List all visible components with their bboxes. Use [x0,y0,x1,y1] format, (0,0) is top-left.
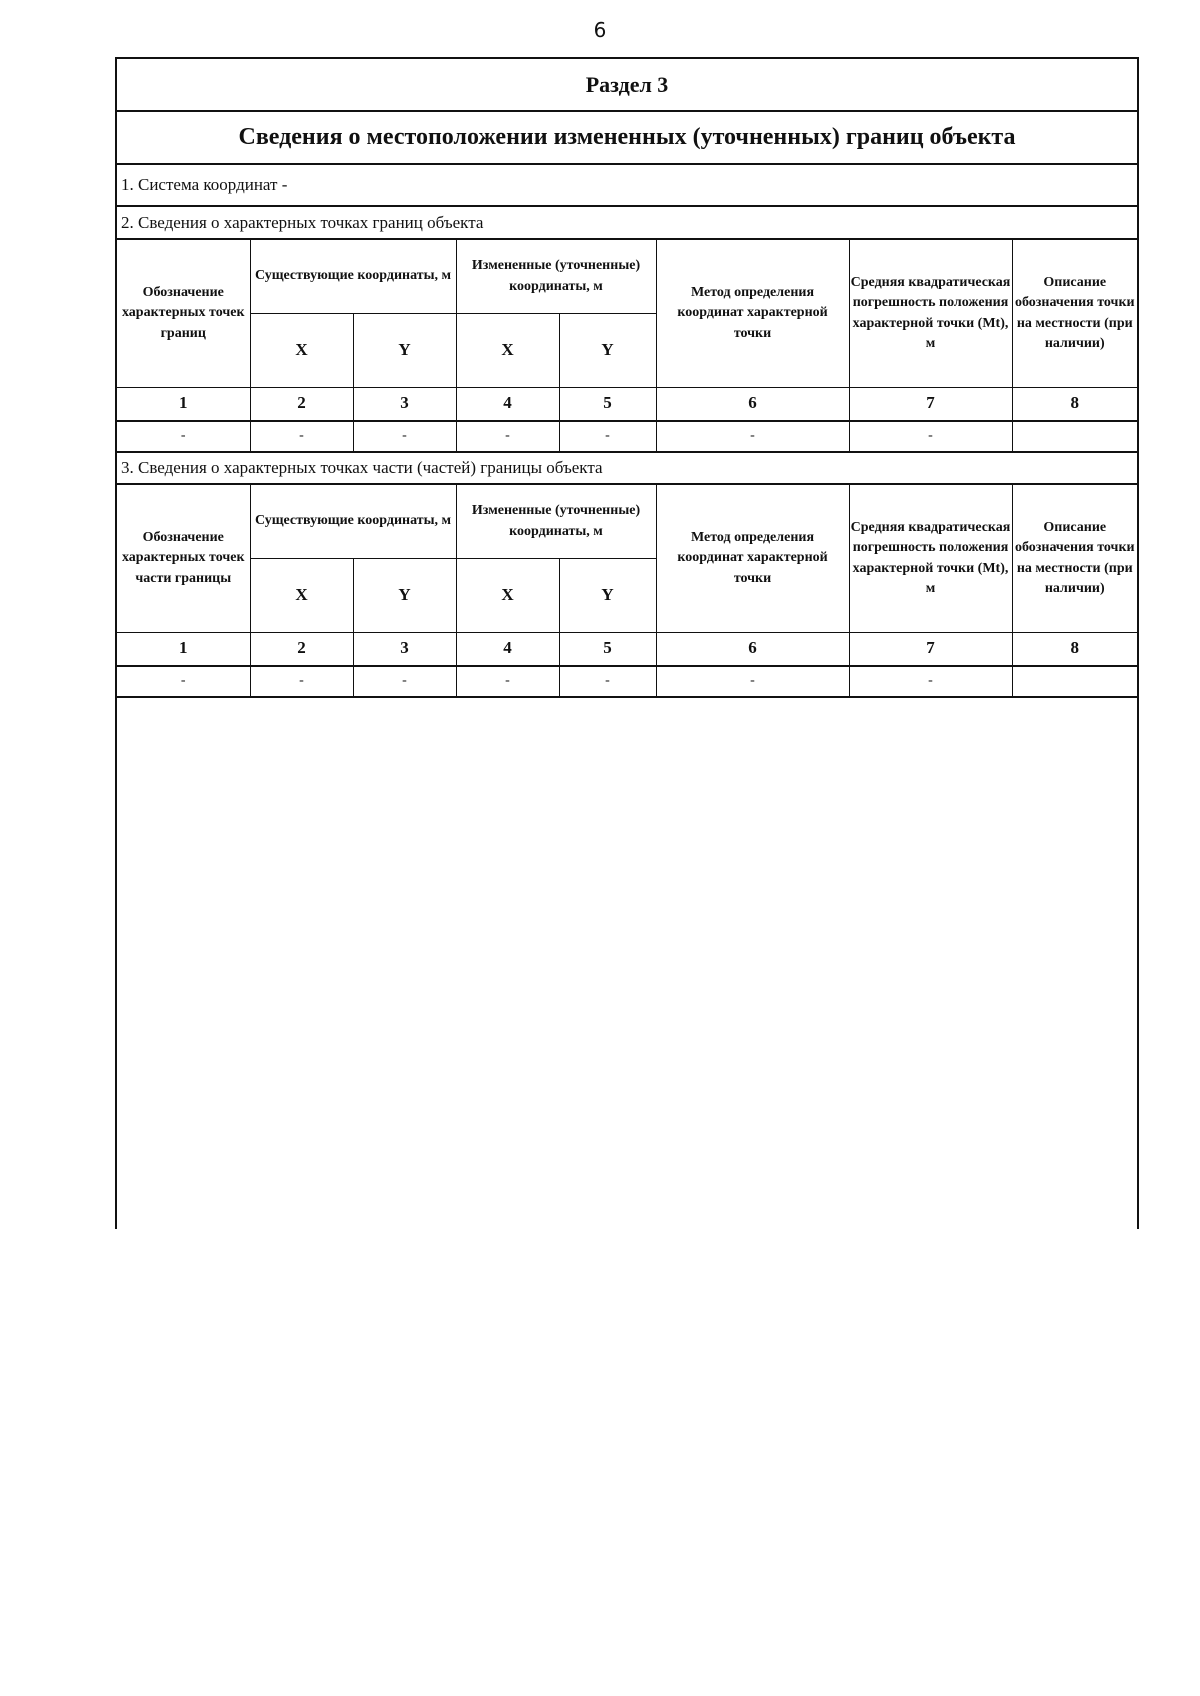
column-number: 8 [1012,388,1137,421]
table-cell: - [117,421,250,452]
header-existing-coordinates: Существующие координаты, м [250,485,456,559]
table-cell: - [656,421,849,452]
table-cell: - [250,421,353,452]
column-number: 5 [559,388,656,421]
column-number: 5 [559,633,656,666]
column-number: 2 [250,388,353,421]
header-changed-y: Y [559,314,656,388]
header-existing-x: X [250,314,353,388]
column-number: 6 [656,388,849,421]
column-number: 7 [849,633,1012,666]
part-points-caption: 3. Сведения о характерных точках части (частей) границы объекта [117,452,1137,484]
column-number: 4 [456,388,559,421]
table-cell: - [250,666,353,697]
page-number: 6 [593,18,607,42]
coordinate-system-line: 1. Система координат - [117,165,1137,207]
header-method: Метод определения координат характерной точки [656,485,849,633]
header-changed-y: Y [559,559,656,633]
table-cell: - [353,666,456,697]
table-cell [1012,421,1137,452]
table-cell: - [559,666,656,697]
column-number: 6 [656,633,849,666]
header-error: Средняя квадратическая погрешность положения характерной точки (Mt), м [849,485,1012,633]
header-description: Описание обозначения точки на местности (при наличии) [1012,240,1137,388]
column-number: 8 [1012,633,1137,666]
boundary-points-caption: 2. Сведения о характерных точках границ объекта [117,207,1137,239]
header-method: Метод определения координат характерной точки [656,240,849,388]
header-designation: Обозначение характерных точек границ [117,240,250,388]
table-cell: - [849,421,1012,452]
header-designation: Обозначение характерных точек части границы [117,485,250,633]
column-number: 1 [117,388,250,421]
object-title: Сведения о местоположении измененных (уточненных) границ объекта [117,112,1137,165]
table-cell: - [656,666,849,697]
header-changed-x: X [456,559,559,633]
section-frame [115,57,1139,1229]
header-changed-coordinates: Измененные (уточненные) координаты, м [456,240,656,314]
part-points-table [117,484,1137,698]
table-cell: - [559,421,656,452]
boundary-points-table [117,239,1137,453]
header-description: Описание обозначения точки на местности (при наличии) [1012,485,1137,633]
table-cell [1012,666,1137,697]
column-number: 3 [353,388,456,421]
header-existing-y: Y [353,314,456,388]
header-existing-coordinates: Существующие координаты, м [250,240,456,314]
header-error: Средняя квадратическая погрешность положения характерной точки (Mt), м [849,240,1012,388]
header-changed-coordinates: Измененные (уточненные) координаты, м [456,485,656,559]
header-existing-x: X [250,559,353,633]
column-number: 3 [353,633,456,666]
table-cell: - [117,666,250,697]
section-title: Раздел 3 [117,59,1137,112]
column-number: 2 [250,633,353,666]
table-cell: - [456,421,559,452]
header-existing-y: Y [353,559,456,633]
header-changed-x: X [456,314,559,388]
table-cell: - [849,666,1012,697]
table-cell: - [456,666,559,697]
column-number: 1 [117,633,250,666]
table-cell: - [353,421,456,452]
column-number: 4 [456,633,559,666]
column-number: 7 [849,388,1012,421]
